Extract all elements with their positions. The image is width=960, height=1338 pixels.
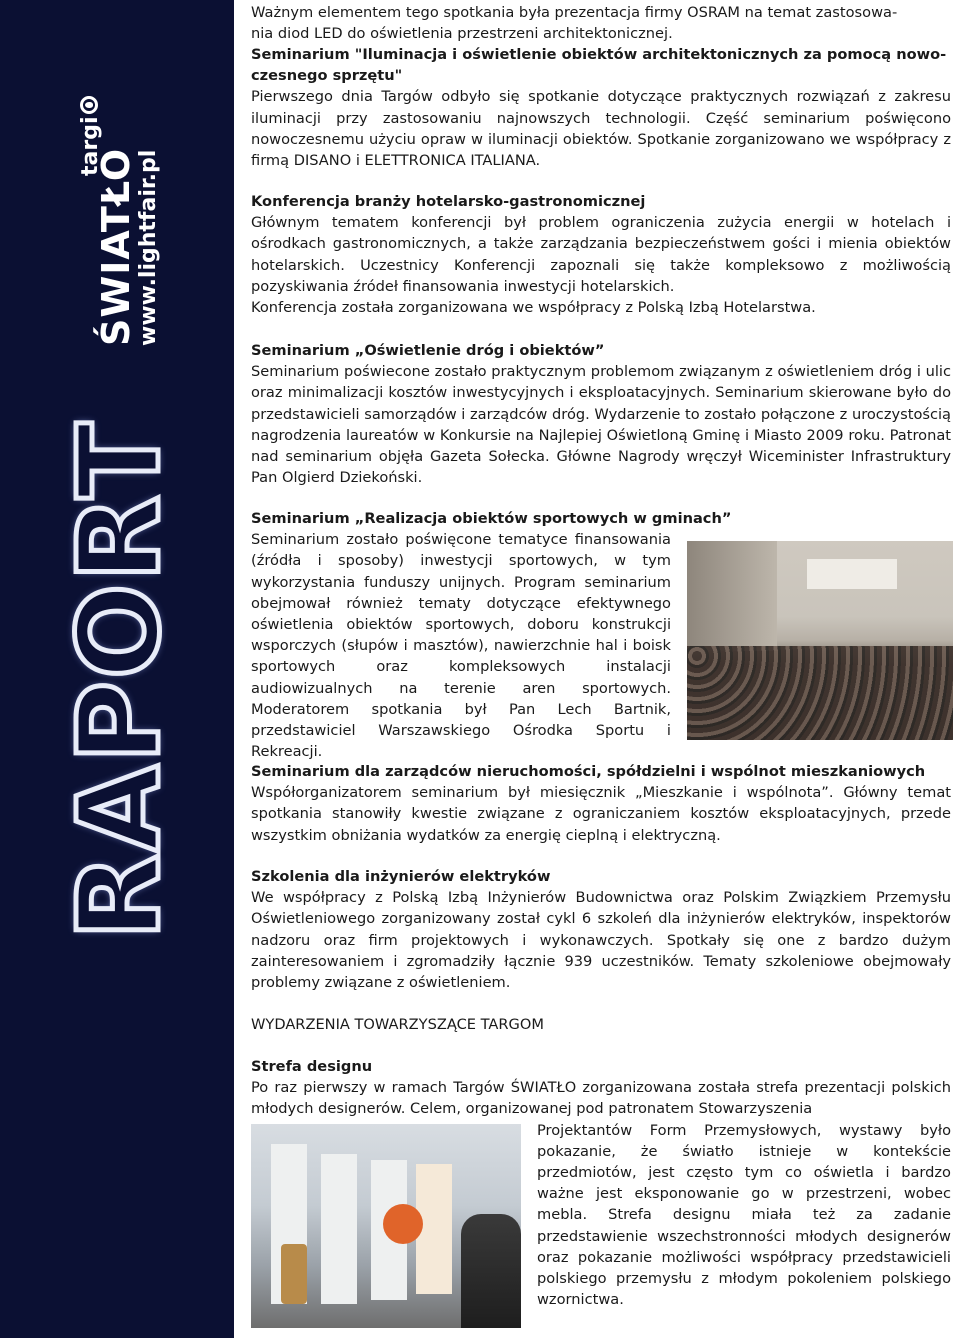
design-zone-photo [251,1124,521,1328]
section-title: Konferencja branży hotelarsko-gastronomicznej [251,193,646,210]
seminar-audience-photo [687,541,953,740]
logo-targi: targi [78,116,103,176]
events-heading: WYDARZENIA TOWARZYSZĄCE TARGOM [251,1016,544,1033]
intro [251,2,951,44]
section-oswietlenie-drog [251,340,951,488]
section-hotelarska [251,191,951,318]
section-title: Strefa designu [251,1058,373,1075]
section-body: Seminarium poświecone zostało praktycznym problemom związanym z oświetleniem dróg i ulic oraz minimalizacji kosztów inwestycyjnych i eksploatacyjnych. Seminarium skierowane było do przedstawicieli samorządów i zarządców dróg. Wydarzenie to zostało połączone z uroczystością nagrodzenia laureatów w Konkursie na Najlepiej Oświetloną Gminę i Miasto 2009 roku. Patronat nad seminarium objęła Gazeta Sołecka. Główne Nagrody wręczył Wiceminister Infrastruktury Pan Olgierd Dziekoński. [251,363,951,487]
section-body: Po raz pierwszy w ramach Targów ŚWIATŁO zorganizowana została strefa prezentacji polskich młodych designerów. Celem, organizowanej pod patronatem Stowarzyszenia [251,1079,951,1118]
section-title: Seminarium „Oświetlenie dróg i obiektów” [251,342,605,359]
section-body-2: Konferencja została zorganizowana we współpracy z Polską Izbą Hotelarstwa. [251,299,816,317]
raport-title [55,420,185,940]
section-body: Współorganizatorem seminarium był miesięcznik „Mieszkanie i wspólnota”. Główny temat spotkania stanowiły kwestie związane z ograniczaniem kosztów eksploatacyjnych, przede wszystkim obniżania wydatków za energię cieplną i elektryczną. [251,784,951,844]
sidebar [0,0,234,1338]
section-body: Głównym tematem konferencji był problem ograniczenia zużycia energii w hotelach i ośrodkach gastronomicznych, a także zarządzania bezpieczeństwem gości i mienia obiektów hotelarskich. Uczestnicy Konferencji zapoznali się także kompleksowo z możliwością pozyskiwania źródeł finansowania inwestycji hotelarskich. [251,214,951,295]
section-title: Szkolenia dla inżynierów elektryków [251,868,551,885]
raport-text: RAPORT [55,420,185,940]
section-body: Seminarium zostało poświęcone tematyce finansowania (źródła i sposoby) inwestycji sportowych, w tym wykorzystania funduszy unijnych. Program seminarium obejmował również tematy dotyczące efektywnego oświetlenia obiektów sportowych, doboru konstrukcji wsporczych (słupów i masztów), nawierzchnie hal i boisk sportowych oraz kompleksowych instalacji audiowizualnych na terenie aren sportowych. Moderatorem spotkania był Pan Lech Bartnik, przedstawiciel Warszawskiego Ośrodka Sportu i Rekreacji. [251,531,671,761]
section-body: Pierwszego dnia Targów odbyło się spotkanie dotyczące praktycznych rozwiązań z zakresu iluminacji przy zastosowaniu najnowszych technologii. Część seminarium poświęcono nowoczesnemu użyciu opraw w iluminacji obiektów. Spotkanie zorganizowano we współpracy z firmą DISANO i ELETTRONICA ITALIANA. [251,88,951,170]
section-title: Seminarium "Iluminacja i oświetlenie obiektów architektonicznych za pomocą nowo-czesnego sprzętu" [251,46,947,85]
targi-swiatlo-logo [78,96,168,346]
logo-url: www.lightfair.pl [136,149,161,346]
intro-line-1: Ważnym elementem tego spotkania była prezentacja firmy OSRAM na temat zastosowa- [251,4,898,21]
section-zarzadcy [251,761,951,846]
logo-swiatlo: ŚWIATŁO [94,147,138,346]
section-body-wrap: Projektantów Form Przemysłowych, wystawy było pokazanie, że światło istnieje w kontekście przedmiotów, jest często tym co oświetla i bardzo ważne jest eksponowanie go w przestrzeni, wobec mebla. Strefa designu miała też za zadanie przedstawienie wszechstronności młodych designerów oraz pokazanie możliwości współpracy przedstawicieli polskiego przemysłu z młodym pokoleniem polskiego wzornictwa. [537,1121,951,1309]
intro-line-2: nia diod LED do oświetlenia przestrzeni architektonicznej. [251,25,673,43]
section-iluminacja [251,44,951,171]
flame-icon [80,96,98,114]
events-heading-block [251,1014,951,1035]
section-szkolenia [251,866,951,993]
section-title: Seminarium „Realizacja obiektów sportowych w gminach” [251,510,732,527]
section-body: We współpracy z Polską Izbą Inżynierów Budownictwa oraz Polskim Związkiem Przemysłu Oświetleniowego zorganizowany został cykl 6 szkoleń dla inżynierów elektryków, inspektorów nadzoru oraz firm projektowych i wykonawczych. Spotkały się one z bardzo dużym zainteresowaniem i zgromadziły łącznie 939 uczestników. Tematy szkoleniowe obejmowały problemy związane z oświetleniem. [251,889,951,992]
section-title: Seminarium dla zarządców nieruchomości, spółdzielni i wspólnot mieszkaniowych [251,763,926,780]
